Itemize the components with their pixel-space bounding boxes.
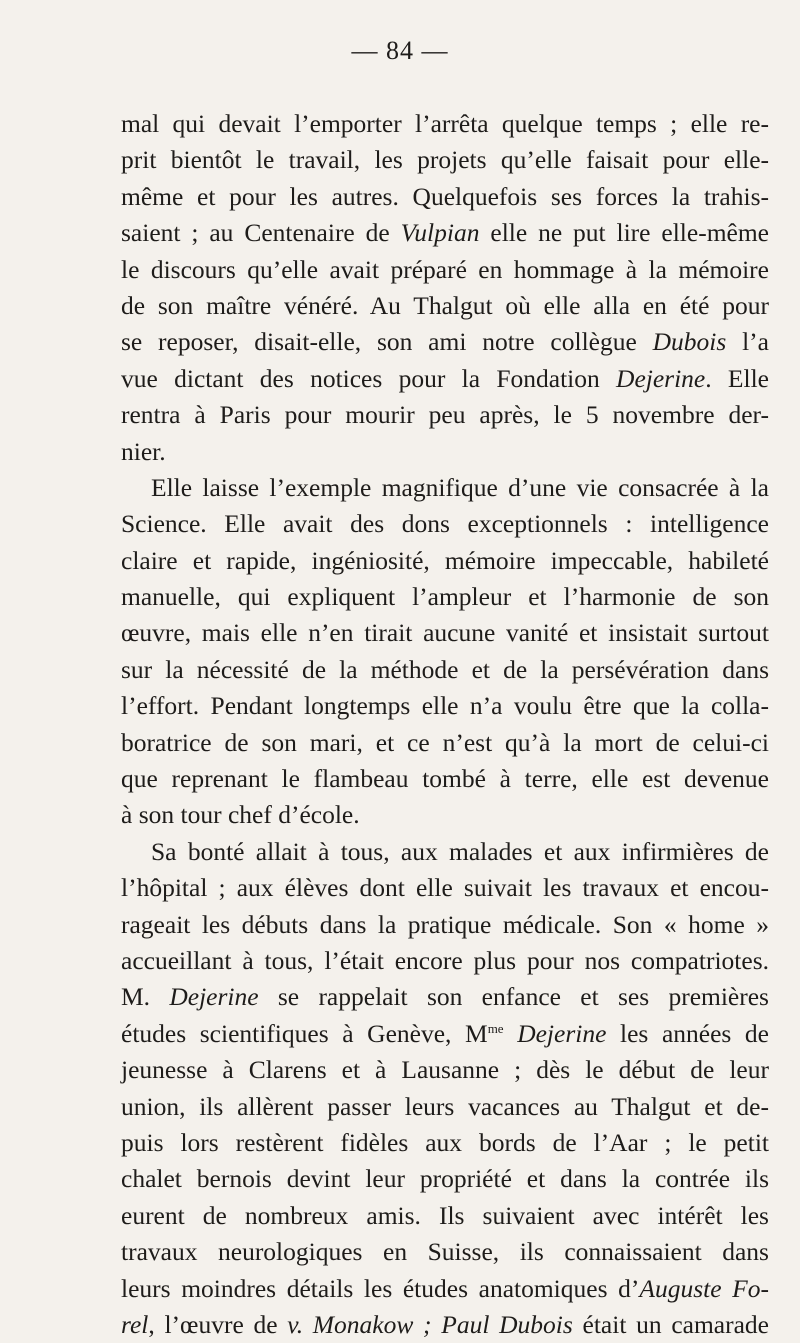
text-line bbox=[121, 1307, 769, 1343]
text-line bbox=[121, 434, 769, 470]
text-run: Elle laisse l’exemple magnifique d’une vie consacrée à la bbox=[151, 472, 769, 502]
text-line bbox=[121, 797, 769, 833]
text-run: leurs moindres détails les études anatomiques d’ bbox=[121, 1273, 640, 1303]
text-run: l’a bbox=[726, 327, 769, 357]
text-line bbox=[121, 252, 769, 288]
body-text bbox=[121, 106, 769, 1343]
italic-name: Dejerine bbox=[616, 363, 706, 393]
text-run: , l’œuvre de bbox=[148, 1309, 288, 1339]
text-line bbox=[121, 470, 769, 506]
text-run: saient ; au Centenaire de bbox=[121, 218, 401, 248]
text-run: se reposer, disait-elle, son ami notre collègue bbox=[121, 327, 653, 357]
text-run: rentra à Paris pour mourir peu après, le 5 novembre der- bbox=[121, 400, 769, 430]
text-run: claire et rapide, ingéniosité, mémoire impeccable, habileté bbox=[121, 545, 769, 575]
text-line bbox=[121, 506, 769, 542]
text-run: que reprenant le flambeau tombé à terre, elle est devenue bbox=[121, 764, 769, 794]
text-line bbox=[121, 943, 769, 979]
text-line bbox=[121, 106, 769, 142]
text-run bbox=[504, 1019, 518, 1048]
text-run: de son maître vénéré. Au Thalgut où elle alla en été pour bbox=[121, 290, 769, 320]
text-run: manuelle, qui expliquent l’ampleur et l’harmonie de son bbox=[121, 582, 769, 612]
text-line bbox=[121, 324, 769, 360]
text-run: rageait les débuts dans la pratique médicale. Son « home » bbox=[121, 909, 769, 939]
text-line bbox=[121, 1198, 769, 1234]
text-run: eurent de nombreux amis. Ils suivaient avec intérêt les bbox=[121, 1200, 769, 1230]
text-run: prit bientôt le travail, les projets qu’elle faisait pour elle- bbox=[121, 145, 769, 175]
text-run: nier. bbox=[121, 436, 166, 466]
text-run: union, ils allèrent passer leurs vacances au Thalgut et de- bbox=[121, 1091, 769, 1121]
text-line bbox=[121, 179, 769, 215]
text-run: jeunesse à Clarens et à Lausanne ; dès le début de leur bbox=[121, 1055, 769, 1085]
text-run: Sa bonté allait à tous, aux malades et aux infirmières de bbox=[151, 836, 769, 866]
text-line bbox=[121, 1052, 769, 1088]
italic-name: Auguste Fo- bbox=[639, 1273, 769, 1303]
text-run: elle ne put lire elle-même bbox=[479, 218, 769, 248]
text-line bbox=[121, 543, 769, 579]
text-line bbox=[121, 1271, 769, 1307]
italic-name: v. Monakow ; Paul Dubois bbox=[287, 1309, 573, 1339]
text-run: même et pour les autres. Quelquefois ses forces la trahis- bbox=[121, 181, 769, 211]
text-line bbox=[121, 215, 769, 251]
italic-name: Vulpian bbox=[400, 218, 480, 248]
italic-name: Dejerine bbox=[517, 1018, 607, 1048]
text-run: M. bbox=[121, 982, 170, 1012]
text-line bbox=[121, 1125, 769, 1161]
text-line bbox=[121, 907, 769, 943]
superscript: me bbox=[487, 1020, 504, 1036]
text-run: études scientifiques à Genève, M bbox=[121, 1018, 488, 1048]
text-line bbox=[121, 1089, 769, 1125]
text-run: . Elle bbox=[705, 363, 769, 393]
text-line bbox=[121, 725, 769, 761]
text-line bbox=[121, 979, 769, 1015]
text-run: Science. Elle avait des dons exceptionnels : intelligence bbox=[121, 509, 769, 539]
text-line bbox=[121, 652, 769, 688]
text-line bbox=[121, 142, 769, 178]
text-run: les années de bbox=[606, 1018, 769, 1048]
text-line bbox=[121, 834, 769, 870]
italic-name: Dubois bbox=[652, 327, 727, 357]
text-run: à son tour chef d’école. bbox=[121, 800, 360, 830]
text-run: accueillant à tous, l’était encore plus pour nos compatriotes. bbox=[121, 945, 769, 975]
text-run: sur la nécessité de la méthode et de la persévération dans bbox=[121, 654, 769, 684]
text-run: travaux neurologiques en Suisse, ils connaissaient dans bbox=[121, 1237, 769, 1267]
text-line bbox=[121, 1234, 769, 1270]
text-run: vue dictant des notices pour la Fondation bbox=[121, 363, 617, 393]
text-line bbox=[121, 615, 769, 651]
text-run: chalet bernois devint leur propriété et dans la contrée ils bbox=[121, 1164, 769, 1194]
text-run: puis lors restèrent fidèles aux bords de l’Aar ; le petit bbox=[121, 1127, 769, 1157]
text-run: l’hôpital ; aux élèves dont elle suivait les travaux et encou- bbox=[121, 873, 769, 903]
text-line bbox=[121, 688, 769, 724]
text-run: boratrice de son mari, et ce n’est qu’à la mort de celui-ci bbox=[121, 727, 769, 757]
text-line bbox=[121, 579, 769, 615]
italic-name: Dejerine bbox=[169, 982, 259, 1012]
text-line bbox=[121, 870, 769, 906]
text-run: se rappelait son enfance et ses premières bbox=[258, 982, 769, 1012]
text-run: le discours qu’elle avait préparé en hommage à la mémoire bbox=[121, 254, 769, 284]
page-number: — 84 — bbox=[351, 36, 449, 65]
text-run: œuvre, mais elle n’en tirait aucune vanité et insistait surtout bbox=[121, 618, 769, 648]
text-line bbox=[121, 761, 769, 797]
text-run: l’effort. Pendant longtemps elle n’a voulu être que la colla- bbox=[121, 691, 769, 721]
text-line bbox=[121, 288, 769, 324]
text-line bbox=[121, 361, 769, 397]
text-line bbox=[121, 1161, 769, 1197]
text-run: mal qui devait l’emporter l’arrêta quelque temps ; elle re- bbox=[121, 109, 769, 138]
text-run: était un camarade bbox=[572, 1309, 769, 1339]
text-line bbox=[121, 397, 769, 433]
italic-name: rel bbox=[121, 1309, 149, 1339]
text-line bbox=[121, 1016, 769, 1052]
